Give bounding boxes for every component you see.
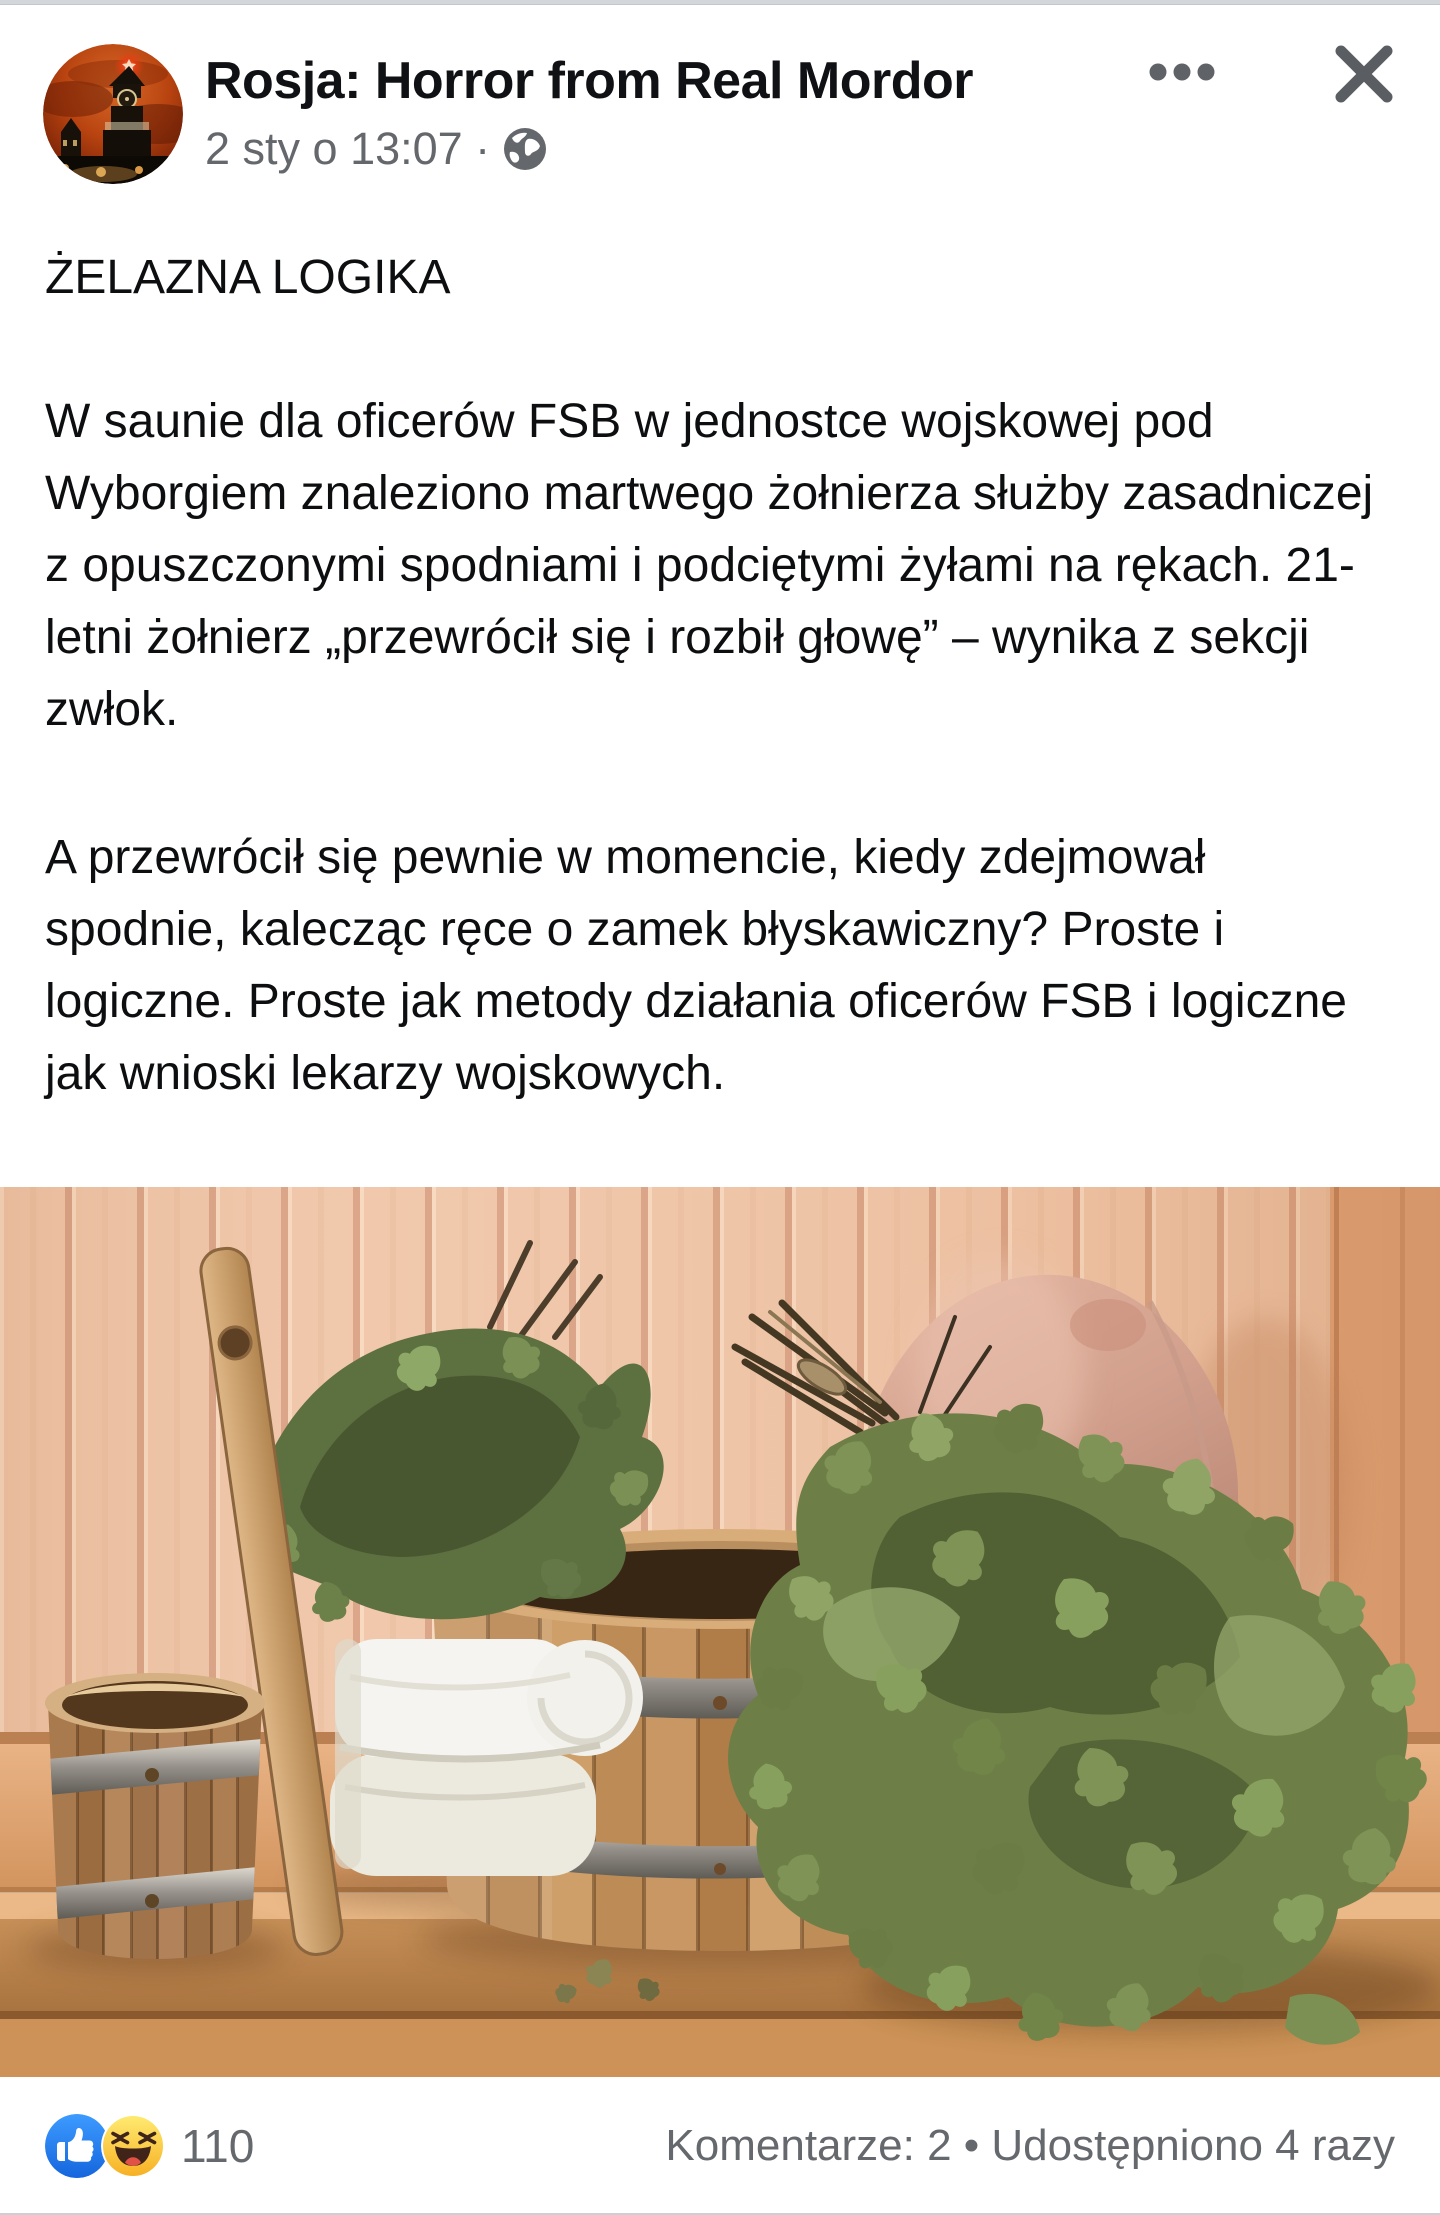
page-name[interactable]: Rosja: Horror from Real Mordor	[205, 52, 973, 110]
post-menu-button[interactable]	[1136, 48, 1228, 96]
reaction-count[interactable]: 110	[181, 2120, 255, 2172]
post-paragraph: A przewrócił się pewnie w momencie, kiedy zdejmował spodnie, kalecząc ręce o zamek błyskawiczny? Proste i logiczne. Proste jak metody działania oficerów FSB i logiczne jak wnioski lekarzy wojskowych.	[45, 831, 1347, 1100]
timestamp-link[interactable]: 2 sty o 13:07 ·	[205, 123, 491, 174]
avatar[interactable]	[43, 44, 183, 184]
haha-icon	[101, 2114, 165, 2178]
post-photo[interactable]	[0, 1187, 1440, 2077]
comments-shares-summary[interactable]: Komentarze: 2 • Udostępniono 4 razy	[665, 2121, 1395, 2170]
post-header	[0, 0, 1440, 202]
kremlin-avatar-illustration	[43, 44, 183, 184]
post-heading: ŻELAZNA LOGIKA	[45, 251, 451, 304]
reactions-summary[interactable]	[45, 2114, 254, 2178]
post-text	[0, 242, 1440, 1110]
post-paragraph: W saunie dla oficerów FSB w jednostce wojskowej pod Wyborgiem znaleziono martwego żołnierza służby zasadniczej z opuszczonymi spodniami i podciętymi żyłami na rękach. 21-letni żołnierz „przewrócił się i rozbił głowę” – wynika z sekcji zwłok.	[45, 395, 1374, 736]
close-icon	[1333, 43, 1395, 105]
post-footer	[0, 2077, 1440, 2215]
timestamp-row	[205, 124, 1395, 174]
ellipsis-menu-icon	[1148, 62, 1216, 82]
close-button[interactable]	[1326, 36, 1402, 112]
globe-icon	[502, 126, 548, 172]
like-icon	[45, 2114, 109, 2178]
small-wooden-bucket	[45, 1673, 265, 1967]
sauna-photo-illustration	[0, 1187, 1440, 2077]
